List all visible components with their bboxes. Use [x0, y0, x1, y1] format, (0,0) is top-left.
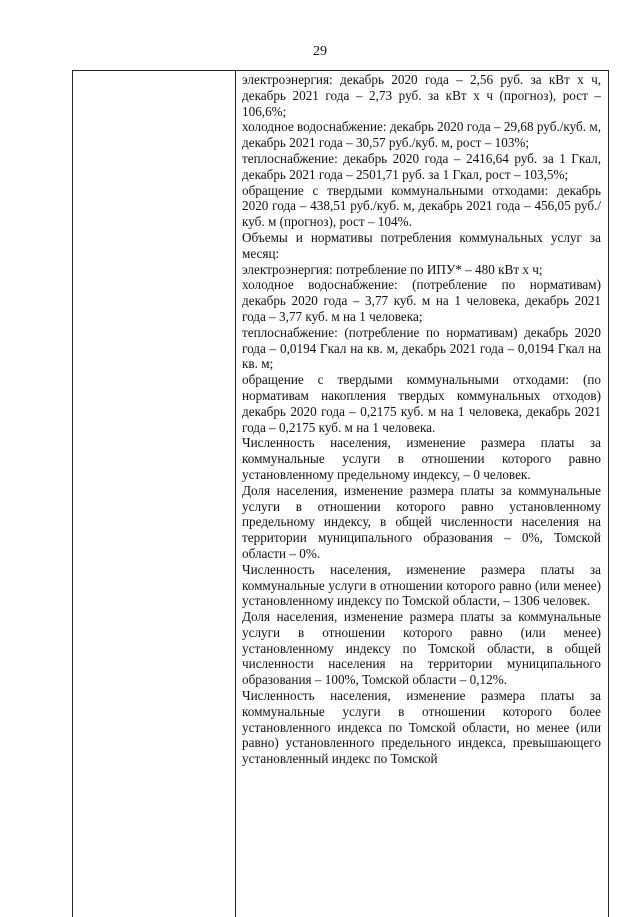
paragraph-population-equal-limit: Численность населения, изменение размера платы за коммунальные услуги в отношении которого равно установленному предельному индексу, – 0 человек. [242, 435, 601, 482]
paragraph-electricity-tariff: электроэнергия: декабрь 2020 года – 2,56 руб. за кВт х ч, декабрь 2021 года – 2,73 руб. за кВт х ч (прогноз), рост – 106,6%; [242, 72, 601, 119]
paragraph-share-below-index: Доля населения, изменение размера платы за коммунальные услуги в отношении которого равно (или менее) установленному индексу по Томской области, в общей численности населения на территории муниципального образования – 100%, Томской области – 0,12%. [242, 609, 601, 688]
paragraph-cold-water-tariff: холодное водоснабжение: декабрь 2020 года – 29,68 руб./куб. м, декабрь 2021 года – 30,57 руб./куб. м, рост – 103%; [242, 119, 601, 151]
paragraph-population-above-index: Численность населения, изменение размера платы за коммунальные услуги в отношении которого более установленного индекса по Томской области, но менее (или равно) установленного предельного индекса, превышающего установленный индекс по Томской [242, 688, 601, 767]
paragraph-electricity-volume: электроэнергия: потребление по ИПУ* – 480 кВт х ч; [242, 261, 543, 277]
paragraph-cold-water-volume: холодное водоснабжение: (потребление по нормативам) декабрь 2020 года – 3,77 куб. м на 1 человека, декабрь 2021 года – 3,77 куб. м на 1 человека; [242, 277, 601, 324]
column-divider [235, 71, 236, 917]
right-column-text [242, 72, 601, 767]
document-table [72, 70, 609, 917]
paragraph-heating-tariff: теплоснабжение: декабрь 2020 года – 2416,64 руб. за 1 Гкал, декабрь 2021 года – 2501,71 руб. за 1 Гкал, рост – 103,5%; [242, 150, 601, 182]
page-number: 29 [313, 44, 327, 59]
paragraph-heating-volume: теплоснабжение: (потребление по нормативам) декабрь 2020 года – 0,0194 Гкал на кв. м, декабрь 2021 года – 0,0194 Гкал на кв. м; [242, 324, 601, 372]
paragraph-waste-tariff: обращение с твердыми коммунальными отходами: декабрь 2020 года – 438,51 руб./куб. м, декабрь 2021 года – 456,05 руб./куб. м (прогноз), рост – 104%. [242, 182, 601, 230]
paragraph-share-equal-limit: Доля населения, изменение размера платы за коммунальные услуги в отношении которого равно установленному предельному индексу, в общей численности населения на территории муниципального образования – 0%, Томской области – 0%. [242, 482, 601, 561]
paragraph-volumes-heading: Объемы и нормативы потребления коммунальных услуг за месяц: [242, 229, 601, 261]
paragraph-population-below-index: Численность населения, изменение размера платы за коммунальные услуги в отношении которого равно (или менее) установленному индексу по Томской области, – 1306 человек. [242, 561, 601, 609]
paragraph-waste-volume: обращение с твердыми коммунальными отходами: (по нормативам накопления твердых коммунальных отходов) декабрь 2020 года – 0,2175 куб. м на 1 человека, декабрь 2021 года – 0,2175 куб. м на 1 человека. [242, 372, 601, 435]
